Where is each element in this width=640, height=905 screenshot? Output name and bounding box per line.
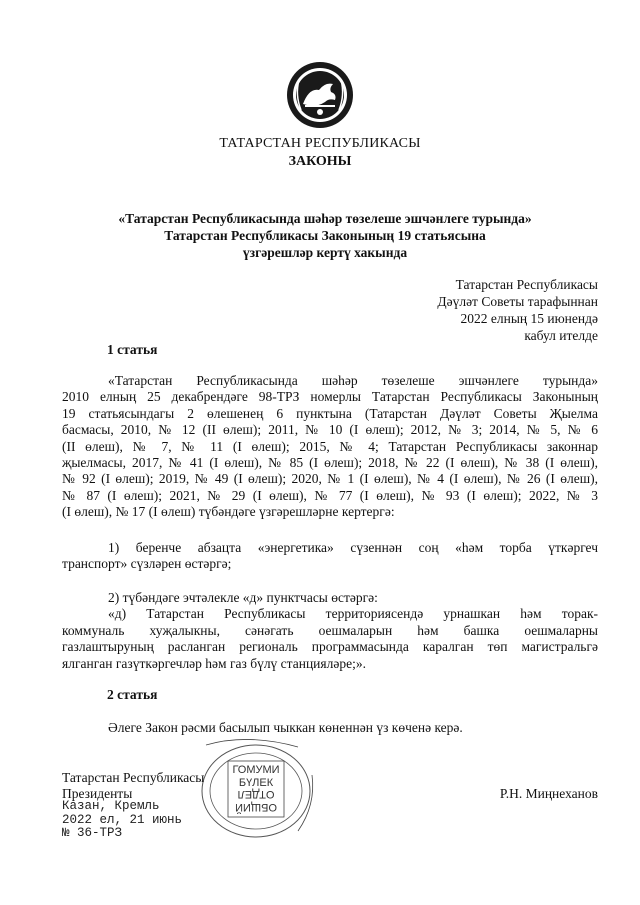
law-title-line: Татарстан Республикасы Законының 19 статьясына (164, 228, 486, 243)
signatory-title-line: Президенты (62, 786, 133, 801)
stamp-line: ОБЩИЙ (235, 801, 277, 813)
text-line: (I өлеш), № 17 (I өлеш) түбәндәге үзгәрешләрне кертергә: (62, 504, 395, 520)
text-line: басмасы, 2010, № 12 (II өлеш); 2011, № 10 (I өлеш); 2012, № 3; 2014, № 5, № 6 (62, 422, 598, 438)
law-title-line: үзгәрешләр кертү хакында (242, 245, 408, 260)
article-1-paragraph-3 (62, 590, 598, 672)
text-line: «Татарстан Республикасында шәһәр төзелеше эшчәнлеге турында» (108, 373, 598, 388)
signatory-title-line: Татарстан Республикасы (62, 770, 205, 785)
adoption-line: 2022 елның 15 июнендә (460, 311, 598, 326)
text-line: газлаштыруның расланган региональ программасында каралган төп магистральгә (62, 639, 598, 655)
stamp-line: ГОМУМИ (232, 764, 280, 776)
adoption-line: Татарстан Республикасы (455, 277, 598, 292)
law-title-line: «Татарстан Республикасында шәһәр төзелеше эшчәнлеге турында» (118, 211, 532, 226)
adoption-line: кабул ителде (524, 328, 598, 343)
text-line: 1) беренче абзацта «энергетика» сүзеннән соң «һәм торба үткәргеч (108, 540, 598, 555)
signatory-title (62, 770, 204, 802)
tatarstan-coat-of-arms-icon (285, 60, 355, 130)
text-line: җыелмасы, 2017, № 41 (I өлеш), № 85 (I өлеш); 2018, № 22 (I өлеш), № 38 (I өлеш), (62, 455, 598, 471)
signatory-name: Р.Н. Миңнеханов (499, 786, 598, 801)
text-line: (II өлеш), № 7, № 11 (I өлеш); 2015, № 4; Татарстан Республикасы законнар (62, 438, 598, 454)
text-line: 2) түбәндәге эчтәлекле «д» пунктчасы өстәргә: (108, 590, 378, 605)
adoption-line: Дәүләт Советы тарафыннан (437, 294, 598, 309)
article-2-paragraph (62, 720, 598, 736)
text-line: № 87 (I өлеш); 2021, № 29 (I өлеш), № 77 (I өлеш), № 93 (I өлеш); 2022, № 3 (62, 487, 598, 503)
text-line: транспорт» сүзләрен өстәргә; (62, 556, 232, 572)
text-line: Әлеге Закон рәсми басылып чыккан көненнән үз көченә керә. (108, 720, 463, 735)
text-line: 19 статьясындагы 2 өлешенең 6 пунктына (Татарстан Дәүләт Советы Җыелма (62, 405, 598, 421)
signing-date: 2022 ел, 21 июнь (62, 812, 183, 827)
signing-details (62, 800, 182, 841)
stamp-line: БҮЛЕК (238, 777, 274, 789)
text-line: ялганган газүткәргечләр һәм газ бүлү станцияләре;». (62, 655, 366, 671)
document-header-republic: ТАТАРСТАН РЕСПУБЛИКАСЫ (219, 136, 421, 151)
text-line: 2010 елның 25 декабрендәге 98-ТРЗ номерлы Татарстан Республикасы Законының (62, 389, 598, 405)
official-stamp (188, 735, 318, 845)
text-line: № 92 (I өлеш); 2019, № 49 (I өлеш); 2020, № 1 (I өлеш), № 4 (I өлеш), № 26 (I өлеш), (62, 471, 598, 487)
article-2-heading: 2 статья (107, 687, 158, 702)
signing-place: Казан, Кремль (62, 799, 160, 813)
law-title (60, 210, 590, 261)
adoption-note (437, 276, 598, 344)
article-1-paragraph-2 (62, 540, 598, 573)
document-header-law: ЗАКОНЫ (288, 154, 352, 169)
article-1-paragraph-1 (62, 373, 598, 521)
text-line: «д) Татарстан Республикасы территориясендә урнашкан һәм торак- (108, 606, 598, 622)
stamp-line: ОТДЕЛ (237, 788, 275, 800)
law-number: № 36-ТРЗ (62, 826, 123, 840)
text-line: коммуналь хуҗалыкны, сәнәгать оешмаларын һәм башка оешмаларны (62, 622, 598, 638)
article-1-heading: 1 статья (107, 342, 158, 357)
